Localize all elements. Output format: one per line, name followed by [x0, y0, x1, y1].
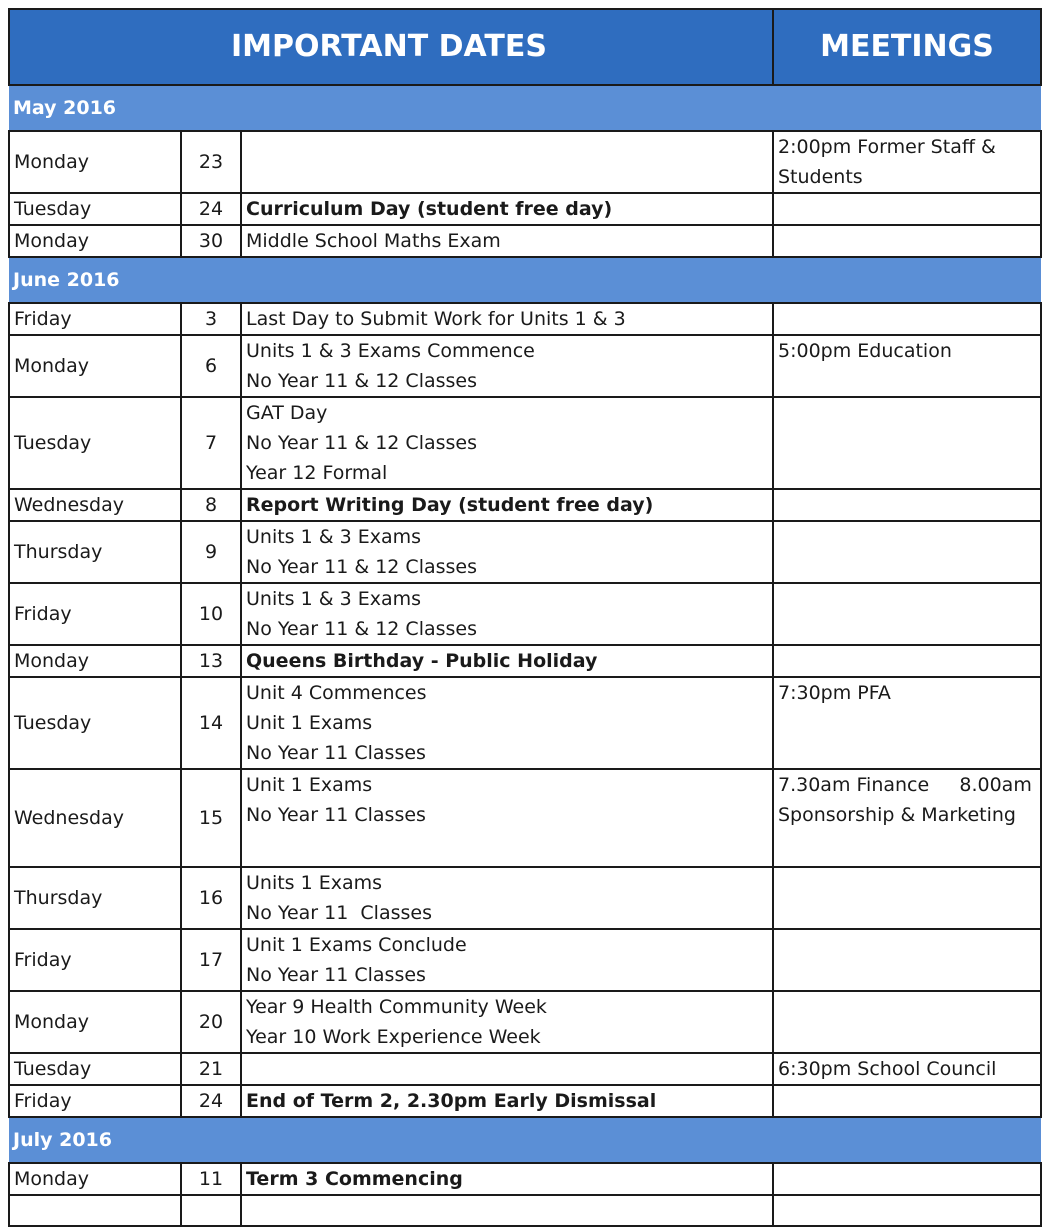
meeting-line: Sponsorship & Marketing — [778, 804, 1016, 826]
date-cell: 13 — [181, 645, 241, 677]
meetings-cell — [773, 303, 1041, 335]
meetings-cell — [773, 521, 1041, 583]
events-cell — [241, 1163, 773, 1195]
events-cell — [241, 489, 773, 521]
date-cell: 8 — [181, 489, 241, 521]
meeting-line: 6:30pm School Council — [778, 1058, 997, 1080]
event-line: Last Day to Submit Work for Units 1 & 3 — [246, 308, 626, 330]
event-line: Report Writing Day (student free day) — [246, 494, 654, 516]
meetings-cell — [773, 583, 1041, 645]
date-row — [9, 991, 1041, 1053]
meetings-cell — [773, 397, 1041, 489]
meetings-cell — [773, 867, 1041, 929]
date-row — [9, 521, 1041, 583]
meetings-cell — [773, 769, 1041, 867]
meetings-cell — [773, 1163, 1041, 1195]
day-cell: Friday — [9, 303, 181, 335]
event-line: Curriculum Day (student free day) — [246, 198, 613, 220]
event-line: No Year 11 Classes — [246, 902, 432, 924]
date-row — [9, 225, 1041, 257]
events-cell — [241, 521, 773, 583]
date-cell: 21 — [181, 1053, 241, 1085]
event-line: Units 1 & 3 Exams — [246, 526, 422, 548]
date-row — [9, 131, 1041, 193]
meetings-cell — [773, 677, 1041, 769]
date-cell: 20 — [181, 991, 241, 1053]
date-row — [9, 335, 1041, 397]
date-row — [9, 867, 1041, 929]
date-row — [9, 645, 1041, 677]
date-cell: 11 — [181, 1163, 241, 1195]
event-line: Unit 1 Exams Conclude — [246, 934, 467, 956]
event-line: Year 9 Health Community Week — [246, 996, 547, 1018]
date-cell: 24 — [181, 193, 241, 225]
day-cell: Thursday — [9, 521, 181, 583]
events-cell — [241, 645, 773, 677]
date-cell: 15 — [181, 769, 241, 867]
event-line: Units 1 Exams — [246, 872, 383, 894]
month-label: May 2016 — [9, 85, 1041, 131]
meetings-cell — [773, 193, 1041, 225]
day-cell: Wednesday — [9, 769, 181, 867]
event-line: Unit 1 Exams — [246, 712, 373, 734]
dates-table — [8, 8, 1042, 1227]
meeting-line: 7.30am Finance 8.00am — [778, 774, 1032, 796]
date-cell: 7 — [181, 397, 241, 489]
event-line: Units 1 & 3 Exams Commence — [246, 340, 535, 362]
event-line: Queens Birthday - Public Holiday — [246, 650, 598, 672]
event-line: Year 12 Formal — [246, 462, 388, 484]
events-cell — [241, 677, 773, 769]
events-cell — [241, 335, 773, 397]
event-line: Middle School Maths Exam — [246, 230, 501, 252]
month-label: June 2016 — [9, 257, 1041, 303]
events-cell — [241, 929, 773, 991]
date-row — [9, 193, 1041, 225]
meetings-cell — [773, 1053, 1041, 1085]
events-cell — [241, 769, 773, 867]
meetings-cell — [773, 131, 1041, 193]
day-cell: Monday — [9, 645, 181, 677]
date-cell: 14 — [181, 677, 241, 769]
event-line: Term 3 Commencing — [246, 1168, 463, 1190]
date-row — [9, 583, 1041, 645]
meetings-cell — [773, 929, 1041, 991]
meetings-cell — [773, 489, 1041, 521]
date-row — [9, 1053, 1041, 1085]
meetings-cell — [773, 991, 1041, 1053]
date-cell: 17 — [181, 929, 241, 991]
event-line: Units 1 & 3 Exams — [246, 588, 422, 610]
date-cell: 24 — [181, 1085, 241, 1117]
date-cell: 9 — [181, 521, 241, 583]
meetings-cell — [773, 225, 1041, 257]
day-cell: Tuesday — [9, 193, 181, 225]
event-line: No Year 11 Classes — [246, 964, 426, 986]
events-cell — [241, 1053, 773, 1085]
events-cell — [241, 397, 773, 489]
date-row — [9, 1163, 1041, 1195]
event-line: Year 10 Work Experience Week — [246, 1026, 541, 1048]
date-cell: 6 — [181, 335, 241, 397]
day-cell: Monday — [9, 225, 181, 257]
meetings-cell — [773, 335, 1041, 397]
events-cell — [241, 1085, 773, 1117]
event-line: No Year 11 & 12 Classes — [246, 556, 478, 578]
events-cell — [241, 193, 773, 225]
important-dates-sheet — [8, 8, 1040, 1227]
day-cell: Monday — [9, 131, 181, 193]
month-label: July 2016 — [9, 1117, 1041, 1163]
day-cell: Monday — [9, 991, 181, 1053]
event-line: No Year 11 Classes — [246, 742, 426, 764]
day-cell: Friday — [9, 583, 181, 645]
event-line: No Year 11 & 12 Classes — [246, 618, 478, 640]
event-line: Unit 4 Commences — [246, 682, 427, 704]
date-row — [9, 677, 1041, 769]
date-cell: 16 — [181, 867, 241, 929]
events-cell — [241, 991, 773, 1053]
day-cell: Tuesday — [9, 677, 181, 769]
date-cell: 3 — [181, 303, 241, 335]
meetings-cell — [773, 645, 1041, 677]
date-cell: 10 — [181, 583, 241, 645]
date-cell: 30 — [181, 225, 241, 257]
header-meetings: MEETINGS — [773, 9, 1041, 85]
event-line: No Year 11 & 12 Classes — [246, 432, 478, 454]
date-row — [9, 397, 1041, 489]
event-line: No Year 11 & 12 Classes — [246, 370, 478, 392]
date-row — [9, 769, 1041, 867]
day-cell: Tuesday — [9, 1053, 181, 1085]
date-row — [9, 929, 1041, 991]
event-line: GAT Day — [246, 402, 328, 424]
meeting-line: 2:00pm Former Staff & — [778, 136, 996, 158]
events-cell — [241, 131, 773, 193]
header-row — [9, 9, 1041, 85]
month-row — [9, 85, 1041, 131]
event-line: End of Term 2, 2.30pm Early Dismissal — [246, 1090, 657, 1112]
date-row — [9, 303, 1041, 335]
date-row — [9, 1085, 1041, 1117]
header-title: IMPORTANT DATES — [9, 9, 773, 85]
day-cell: Wednesday — [9, 489, 181, 521]
month-row — [9, 257, 1041, 303]
events-cell — [241, 583, 773, 645]
day-cell: Friday — [9, 1085, 181, 1117]
event-line: No Year 11 Classes — [246, 804, 426, 826]
event-line: Unit 1 Exams — [246, 774, 373, 796]
meeting-line: 7:30pm PFA — [778, 682, 891, 704]
meetings-cell — [773, 1085, 1041, 1117]
day-cell: Monday — [9, 335, 181, 397]
date-cell: 23 — [181, 131, 241, 193]
meeting-line: Students — [778, 166, 863, 188]
events-cell — [241, 225, 773, 257]
date-row — [9, 489, 1041, 521]
meeting-line: 5:00pm Education — [778, 340, 952, 362]
day-cell: Friday — [9, 929, 181, 991]
day-cell: Thursday — [9, 867, 181, 929]
events-cell — [241, 867, 773, 929]
day-cell: Monday — [9, 1163, 181, 1195]
day-cell: Tuesday — [9, 397, 181, 489]
events-cell — [241, 303, 773, 335]
month-row — [9, 1117, 1041, 1163]
